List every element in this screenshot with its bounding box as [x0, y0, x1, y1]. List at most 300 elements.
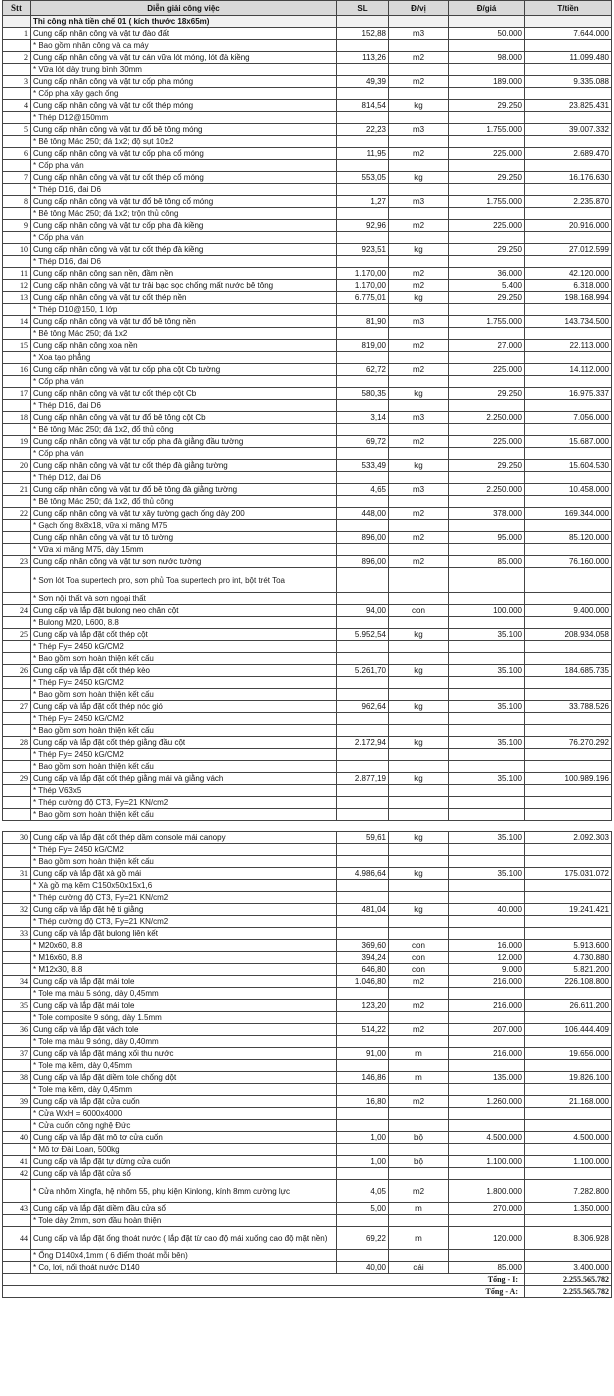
- stt-cell: 2: [3, 52, 31, 64]
- table-row: [3, 268, 612, 280]
- table-row: [3, 952, 612, 964]
- total-cell: [525, 713, 612, 725]
- unit-cell: m2: [389, 280, 449, 292]
- item-description: Cung cấp nhân công xoa nền: [31, 340, 337, 352]
- unit-cell: con: [389, 964, 449, 976]
- item-description: Cung cấp nhân công và vật tư cán vữa lót móng, lót đà kiềng: [31, 52, 337, 64]
- note-row: [3, 544, 612, 556]
- note-text: * Bê tông Mác 250; đá 1x2; độ sụt 10±2: [31, 136, 337, 148]
- quantity-cell: 580,35: [337, 388, 389, 400]
- unit-price-cell: [449, 544, 525, 556]
- unit-price-cell: 12.000: [449, 952, 525, 964]
- unit-cell: [389, 1060, 449, 1072]
- unit-price-cell: 270.000: [449, 1203, 525, 1215]
- unit-price-cell: 98.000: [449, 52, 525, 64]
- table-row: [3, 1096, 612, 1108]
- total-cell: [525, 916, 612, 928]
- note-text: * Bao gồm sơn hoàn thiện kết cấu: [31, 761, 337, 773]
- stt-cell: 15: [3, 340, 31, 352]
- item-description: Cung cấp nhân công san nền, đầm nền: [31, 268, 337, 280]
- total-cell: 20.916.000: [525, 220, 612, 232]
- item-description: Cung cấp nhân công và vật tư đào đất: [31, 28, 337, 40]
- note-row: [3, 785, 612, 797]
- unit-cell: [389, 713, 449, 725]
- unit-cell: [389, 641, 449, 653]
- unit-price-cell: 189.000: [449, 76, 525, 88]
- unit-cell: [389, 1168, 449, 1180]
- unit-price-cell: 29.250: [449, 388, 525, 400]
- note-text: * Vữa lót dày trung bình 30mm: [31, 64, 337, 76]
- stt-cell: [3, 568, 31, 593]
- empty-cell: [525, 16, 612, 28]
- total-cell: [525, 761, 612, 773]
- quantity-cell: [337, 653, 389, 665]
- unit-cell: [389, 725, 449, 737]
- note-row: [3, 593, 612, 605]
- total-cell: [525, 689, 612, 701]
- unit-price-cell: 225.000: [449, 436, 525, 448]
- unit-cell: bộ: [389, 1156, 449, 1168]
- grand-total-row: [3, 1274, 612, 1286]
- unit-cell: kg: [389, 292, 449, 304]
- unit-price-cell: [449, 208, 525, 220]
- item-description: Cung cấp và lắp đặt mái tole: [31, 976, 337, 988]
- total-cell: [525, 448, 612, 460]
- total-cell: 23.825.431: [525, 100, 612, 112]
- quantity-cell: [337, 928, 389, 940]
- unit-price-cell: [449, 928, 525, 940]
- stt-cell: [3, 785, 31, 797]
- unit-price-cell: [449, 797, 525, 809]
- item-description: Cung cấp và lắp đặt cốt thép giằng mái và giằng vách: [31, 773, 337, 785]
- total-cell: 7.056.000: [525, 412, 612, 424]
- quantity-cell: [337, 136, 389, 148]
- total-cell: [525, 1084, 612, 1096]
- stt-cell: [3, 256, 31, 268]
- unit-price-cell: [449, 749, 525, 761]
- unit-price-cell: [449, 1144, 525, 1156]
- note-text: * Bao gồm sơn hoàn thiện kết cấu: [31, 653, 337, 665]
- unit-cell: [389, 892, 449, 904]
- quantity-cell: 91,00: [337, 1048, 389, 1060]
- quantity-cell: [337, 40, 389, 52]
- total-cell: [525, 749, 612, 761]
- stt-cell: 1: [3, 28, 31, 40]
- total-cell: 2.235.870: [525, 196, 612, 208]
- total-cell: [525, 725, 612, 737]
- stt-cell: 16: [3, 364, 31, 376]
- stt-cell: [3, 725, 31, 737]
- stt-cell: 24: [3, 605, 31, 617]
- unit-cell: [389, 328, 449, 340]
- item-description: Cung cấp nhân công và vật tư cốp pha móng: [31, 76, 337, 88]
- quantity-cell: [337, 844, 389, 856]
- empty-cell: [337, 16, 389, 28]
- table-row: [3, 388, 612, 400]
- note-row: [3, 88, 612, 100]
- unit-cell: [389, 1120, 449, 1132]
- quantity-cell: [337, 1108, 389, 1120]
- stt-cell: 19: [3, 436, 31, 448]
- unit-cell: m2: [389, 268, 449, 280]
- stt-cell: [3, 1180, 31, 1203]
- total-cell: 15.604.530: [525, 460, 612, 472]
- unit-cell: m2: [389, 340, 449, 352]
- unit-price-cell: 35.100: [449, 737, 525, 749]
- section-title: Thi công nhà tiền chế 01 ( kích thước 18x65m): [31, 16, 337, 28]
- stt-cell: [3, 376, 31, 388]
- quantity-cell: [337, 520, 389, 532]
- stt-cell: 41: [3, 1156, 31, 1168]
- total-cell: 6.318.000: [525, 280, 612, 292]
- table-row: [3, 556, 612, 568]
- stt-cell: 36: [3, 1024, 31, 1036]
- unit-price-cell: [449, 617, 525, 629]
- quantity-cell: 4,05: [337, 1180, 389, 1203]
- quantity-cell: 369,60: [337, 940, 389, 952]
- note-row: [3, 352, 612, 364]
- stt-cell: 8: [3, 196, 31, 208]
- unit-cell: m3: [389, 316, 449, 328]
- unit-cell: m2: [389, 148, 449, 160]
- unit-cell: m: [389, 1048, 449, 1060]
- unit-price-cell: 2.250.000: [449, 412, 525, 424]
- unit-price-cell: 29.250: [449, 172, 525, 184]
- quantity-cell: 923,51: [337, 244, 389, 256]
- unit-price-cell: 40.000: [449, 904, 525, 916]
- unit-price-cell: [449, 184, 525, 196]
- quantity-cell: [337, 880, 389, 892]
- unit-price-cell: 225.000: [449, 364, 525, 376]
- unit-cell: m: [389, 1227, 449, 1250]
- unit-cell: [389, 749, 449, 761]
- total-cell: [525, 496, 612, 508]
- note-row: [3, 1120, 612, 1132]
- table-row: [3, 605, 612, 617]
- total-cell: 7.644.000: [525, 28, 612, 40]
- item-description: Cung cấp nhân công và vật tư tô tường: [31, 532, 337, 544]
- stt-cell: [3, 677, 31, 689]
- table-row: [3, 904, 612, 916]
- unit-price-cell: [449, 689, 525, 701]
- unit-cell: kg: [389, 832, 449, 844]
- unit-cell: [389, 112, 449, 124]
- quantity-cell: 5.952,54: [337, 629, 389, 641]
- unit-price-cell: 216.000: [449, 976, 525, 988]
- total-cell: [525, 1120, 612, 1132]
- unit-price-cell: 35.100: [449, 868, 525, 880]
- stt-cell: 20: [3, 460, 31, 472]
- stt-cell: [3, 232, 31, 244]
- total-cell: [525, 256, 612, 268]
- unit-price-cell: [449, 677, 525, 689]
- quantity-cell: [337, 400, 389, 412]
- stt-cell: [3, 1108, 31, 1120]
- stt-cell: [3, 424, 31, 436]
- table-row: [3, 532, 612, 544]
- unit-price-cell: 29.250: [449, 292, 525, 304]
- stt-cell: [3, 1012, 31, 1024]
- table-row: [3, 1180, 612, 1203]
- quantity-cell: [337, 988, 389, 1000]
- stt-cell: [3, 653, 31, 665]
- unit-cell: m3: [389, 124, 449, 136]
- table-row: [3, 100, 612, 112]
- note-text: * Bao gồm sơn hoàn thiện kết cấu: [31, 809, 337, 821]
- quantity-cell: 16,80: [337, 1096, 389, 1108]
- quantity-cell: 81,90: [337, 316, 389, 328]
- note-text: * Cốp pha xây gạch ống: [31, 88, 337, 100]
- unit-cell: kg: [389, 904, 449, 916]
- note-text: * Bê tông Mác 250; đá 1x2: [31, 328, 337, 340]
- table-row: [3, 1000, 612, 1012]
- unit-cell: [389, 1108, 449, 1120]
- note-row: [3, 208, 612, 220]
- total-cell: [525, 160, 612, 172]
- quantity-cell: [337, 761, 389, 773]
- table-row: [3, 280, 612, 292]
- stt-cell: [3, 641, 31, 653]
- total-cell: 169.344.000: [525, 508, 612, 520]
- unit-cell: m2: [389, 1024, 449, 1036]
- total-cell: [525, 892, 612, 904]
- stt-cell: 11: [3, 268, 31, 280]
- item-description: Cung cấp và lắp đặt bulong liên kết: [31, 928, 337, 940]
- table-row: [3, 460, 612, 472]
- quantity-cell: [337, 713, 389, 725]
- unit-cell: [389, 844, 449, 856]
- unit-price-cell: 35.100: [449, 629, 525, 641]
- quantity-cell: 896,00: [337, 556, 389, 568]
- unit-cell: [389, 208, 449, 220]
- unit-price-cell: 120.000: [449, 1227, 525, 1250]
- unit-cell: m: [389, 1072, 449, 1084]
- note-text: * Bao gồm sơn hoàn thiện kết cấu: [31, 856, 337, 868]
- quantity-cell: 646,80: [337, 964, 389, 976]
- unit-cell: [389, 785, 449, 797]
- total-cell: [525, 1215, 612, 1227]
- note-row: [3, 892, 612, 904]
- page-gap: [0, 821, 614, 831]
- stt-cell: [3, 797, 31, 809]
- note-text: * Cửa cuốn công nghệ Đức: [31, 1120, 337, 1132]
- stt-cell: 40: [3, 1132, 31, 1144]
- note-row: [3, 520, 612, 532]
- table-row: [3, 629, 612, 641]
- unit-cell: [389, 352, 449, 364]
- stt-cell: [3, 713, 31, 725]
- unit-cell: m2: [389, 1180, 449, 1203]
- note-row: [3, 761, 612, 773]
- stt-cell: [3, 304, 31, 316]
- item-description: Cung cấp nhân công và vật tư đổ bê tông cột Cb: [31, 412, 337, 424]
- total-cell: [525, 593, 612, 605]
- total-cell: [525, 40, 612, 52]
- unit-price-cell: [449, 641, 525, 653]
- total-cell: 7.282.800: [525, 1180, 612, 1203]
- item-description: Cung cấp nhân công và vật tư cốp pha cổ móng: [31, 148, 337, 160]
- unit-price-cell: 95.000: [449, 532, 525, 544]
- stt-cell: 37: [3, 1048, 31, 1060]
- note-text: * Thép V63x5: [31, 785, 337, 797]
- stt-cell: 28: [3, 737, 31, 749]
- quantity-cell: 123,20: [337, 1000, 389, 1012]
- total-cell: 1.100.000: [525, 1156, 612, 1168]
- quantity-cell: [337, 689, 389, 701]
- total-cell: 175.031.072: [525, 868, 612, 880]
- item-description: Cung cấp nhân công và vật tư cốt thép cổ móng: [31, 172, 337, 184]
- unit-cell: kg: [389, 460, 449, 472]
- unit-price-cell: [449, 785, 525, 797]
- stt-cell: [3, 593, 31, 605]
- note-text: * Cửa WxH = 6000x4000: [31, 1108, 337, 1120]
- stt-cell: [3, 160, 31, 172]
- quantity-cell: 11,95: [337, 148, 389, 160]
- table-row: [3, 665, 612, 677]
- quantity-cell: [337, 376, 389, 388]
- note-row: [3, 496, 612, 508]
- unit-cell: [389, 424, 449, 436]
- item-description: * M16x60, 8.8: [31, 952, 337, 964]
- table-row: [3, 1132, 612, 1144]
- unit-price-cell: [449, 472, 525, 484]
- unit-price-cell: [449, 809, 525, 821]
- unit-price-cell: [449, 988, 525, 1000]
- note-text: * Cốp pha ván: [31, 376, 337, 388]
- unit-price-cell: [449, 1215, 525, 1227]
- header-stt: Stt: [3, 1, 31, 16]
- quantity-cell: 2.172,94: [337, 737, 389, 749]
- unit-price-cell: [449, 892, 525, 904]
- quantity-cell: 5.261,70: [337, 665, 389, 677]
- stt-cell: [3, 184, 31, 196]
- quantity-cell: 1.170,00: [337, 280, 389, 292]
- total-cell: 16.975.337: [525, 388, 612, 400]
- total-cell: 85.120.000: [525, 532, 612, 544]
- note-text: * Sơn lót Toa supertech pro, sơn phủ Toa supertech pro int, bột trét Toa: [31, 568, 337, 593]
- note-text: * Cốp pha ván: [31, 160, 337, 172]
- unit-cell: [389, 653, 449, 665]
- total-cell: 8.306.928: [525, 1227, 612, 1250]
- unit-cell: m2: [389, 556, 449, 568]
- total-cell: 5.821.200: [525, 964, 612, 976]
- quantity-cell: 481,04: [337, 904, 389, 916]
- unit-cell: [389, 88, 449, 100]
- note-row: [3, 677, 612, 689]
- total-value: 2.255.565.782: [525, 1274, 612, 1286]
- unit-price-cell: 9.000: [449, 964, 525, 976]
- unit-cell: [389, 928, 449, 940]
- quantity-cell: [337, 797, 389, 809]
- stt-cell: [3, 496, 31, 508]
- note-row: [3, 689, 612, 701]
- total-cell: [525, 1108, 612, 1120]
- item-description: Cung cấp nhân công và vật tư trải bạc sọc chống mất nước bê tông: [31, 280, 337, 292]
- stt-cell: 31: [3, 868, 31, 880]
- unit-cell: [389, 472, 449, 484]
- unit-cell: [389, 988, 449, 1000]
- note-text: * Xà gồ mạ kẽm C150x50x15x1,6: [31, 880, 337, 892]
- unit-cell: kg: [389, 665, 449, 677]
- stt-cell: [3, 1262, 31, 1274]
- total-cell: 198.168.994: [525, 292, 612, 304]
- note-row: [3, 617, 612, 629]
- item-description: Cung cấp nhân công và vật tư cốt thép móng: [31, 100, 337, 112]
- unit-price-cell: 216.000: [449, 1048, 525, 1060]
- table-row: [3, 124, 612, 136]
- table-row: [3, 1168, 612, 1180]
- quantity-cell: [337, 64, 389, 76]
- note-text: * Thép Fy= 2450 kG/CM2: [31, 749, 337, 761]
- note-row: [3, 725, 612, 737]
- stt-cell: [3, 856, 31, 868]
- item-description: Cung cấp và lắp đặt bulong neo chân cột: [31, 605, 337, 617]
- unit-cell: [389, 544, 449, 556]
- unit-price-cell: [449, 725, 525, 737]
- unit-price-cell: [449, 1168, 525, 1180]
- stt-cell: [3, 64, 31, 76]
- stt-cell: 30: [3, 832, 31, 844]
- header-unit: Đ/vị: [389, 1, 449, 16]
- unit-cell: m2: [389, 76, 449, 88]
- item-description: Cung cấp và lắp đặt tự dừng cửa cuốn: [31, 1156, 337, 1168]
- stt-cell: [3, 964, 31, 976]
- unit-price-cell: 35.100: [449, 701, 525, 713]
- stt-cell: [3, 892, 31, 904]
- note-row: [3, 988, 612, 1000]
- note-row: [3, 713, 612, 725]
- unit-price-cell: 5.400: [449, 280, 525, 292]
- item-description: Cung cấp nhân công và vật tư xây tường gạch ống dày 200: [31, 508, 337, 520]
- note-row: [3, 160, 612, 172]
- unit-price-cell: 4.500.000: [449, 1132, 525, 1144]
- stt-cell: [3, 617, 31, 629]
- total-cell: 22.113.000: [525, 340, 612, 352]
- quantity-cell: [337, 88, 389, 100]
- unit-cell: [389, 809, 449, 821]
- total-cell: [525, 988, 612, 1000]
- stt-cell: 12: [3, 280, 31, 292]
- note-text: * Thép D10@150, 1 lớp: [31, 304, 337, 316]
- unit-cell: kg: [389, 868, 449, 880]
- quantity-cell: 4,65: [337, 484, 389, 496]
- note-text: * Cốp pha ván: [31, 448, 337, 460]
- total-cell: [525, 376, 612, 388]
- unit-cell: m2: [389, 1000, 449, 1012]
- stt-cell: [3, 916, 31, 928]
- note-text: * Tole dày 2mm, sơn đầu hoàn thiện: [31, 1215, 337, 1227]
- stt-cell: [3, 88, 31, 100]
- note-text: * Gạch ống 8x8x18, vữa xi măng M75: [31, 520, 337, 532]
- unit-price-cell: 29.250: [449, 244, 525, 256]
- stt-cell: [3, 1060, 31, 1072]
- quantity-cell: [337, 328, 389, 340]
- note-row: [3, 304, 612, 316]
- stt-cell: [3, 400, 31, 412]
- table-row: [3, 220, 612, 232]
- unit-cell: [389, 64, 449, 76]
- note-row: [3, 1215, 612, 1227]
- note-row: [3, 1250, 612, 1262]
- unit-cell: kg: [389, 244, 449, 256]
- quantity-cell: [337, 916, 389, 928]
- note-row: [3, 448, 612, 460]
- stt-cell: 4: [3, 100, 31, 112]
- quantity-cell: [337, 544, 389, 556]
- item-description: Cung cấp và lắp đặt vách tole: [31, 1024, 337, 1036]
- unit-price-cell: [449, 1250, 525, 1262]
- table-row: [3, 773, 612, 785]
